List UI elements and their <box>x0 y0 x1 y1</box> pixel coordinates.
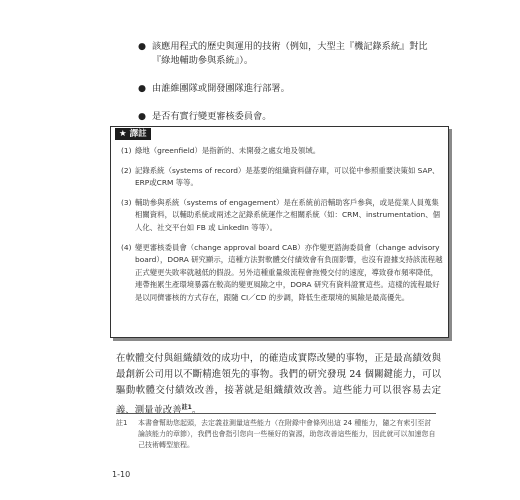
note-number: (4) <box>121 242 132 252</box>
note-list <box>121 145 443 312</box>
note-item <box>121 165 443 190</box>
note-item <box>121 145 443 158</box>
note-text: 綠地（greenfield）是指新的、未開發之處女地及領域。 <box>135 146 321 155</box>
note-number: (1) <box>121 146 132 155</box>
bullet-dot-icon: ● <box>138 83 147 94</box>
translator-note-box <box>110 126 449 338</box>
footnote-divider <box>116 413 436 414</box>
note-text: 變更審核委員會（change approval board CAB）亦作變更諮詢委員會（change advisory board），DORA 研究顯示，這種方法對軟體交付績效會有負面影響，也沒有證據支持該流程越正式變更失敗率就越低的假設。另外這種重量級流程會拖慢交付的速度，導致發布頻率降低，連帶拖累生產環境暴露在較高的變更風險之中，DORA 研究有資料證實這些。這樣的流程最好是以同儕審核的方式存在，跟隨 CI／CD 的步調，降低生產環境的風險是最高優先。 <box>135 242 443 302</box>
footnote-text: 本書會幫助您起頭，去定義並測量這些能力（在附錄中會條列出這 24 種能力，隨之有索引至討論該能力的章節），我們也會指引您向一些極好的資源，助您改善這些能力，因此就可以加速您自己技術轉型旅程。 <box>138 419 436 450</box>
bullet-list <box>138 40 438 138</box>
note-tag: ★ 譯註 <box>115 128 151 140</box>
bullet-text: 由誰維團隊或開發團隊進行部署。 <box>152 83 290 94</box>
footnote-label: 註1 <box>116 419 128 427</box>
body-paragraph <box>116 351 441 419</box>
bullet-item <box>138 82 438 96</box>
footnote-reference[interactable]: 註1 <box>181 403 192 411</box>
note-number: (3) <box>121 197 132 207</box>
footnote <box>116 418 436 452</box>
note-text: 輔助參與系統（systems of engagement）是在系統前沿輔助客戶參與，或是從業人員蒐集相關資料，以輔助系統或兩述之記錄系統運作之相關系統（如：CRM、instrumentation、個人化、社交平台如 FB 或 LinkedIn 等等）。 <box>135 197 441 232</box>
note-number: (2) <box>121 165 132 175</box>
bullet-text: 該應用程式的歷史與運用的技術（例如，大型主『機記錄系統』對比『綠地輔助參與系統』）。 <box>152 41 428 66</box>
bullet-item <box>138 110 438 124</box>
paragraph-text: 在軟體交付與組織績效的成功中，的確造成實際改變的事物，正是最高績效與最創新公司用以不斷精進領先的事物。我們的研究發現 24 個關鍵能力，可以驅動軟體交付績效改善，接著就是組織績效改善。這些能力可以很容易去定義、測量並改善 <box>116 353 441 416</box>
note-text: 記錄系統（systems of record）是基要的組織資料儲存庫，可以從中參照重要決策如 SAP、ERP或CRM 等等。 <box>135 165 440 188</box>
page-number: 1-10 <box>112 470 131 479</box>
note-item <box>121 197 443 235</box>
bullet-text: 是否有實行變更審核委員會。 <box>152 111 272 122</box>
bullet-dot-icon: ● <box>138 41 147 52</box>
note-item <box>121 242 443 305</box>
bullet-item <box>138 40 438 68</box>
bullet-dot-icon: ● <box>138 111 147 122</box>
paragraph-end: 。 <box>191 404 202 416</box>
